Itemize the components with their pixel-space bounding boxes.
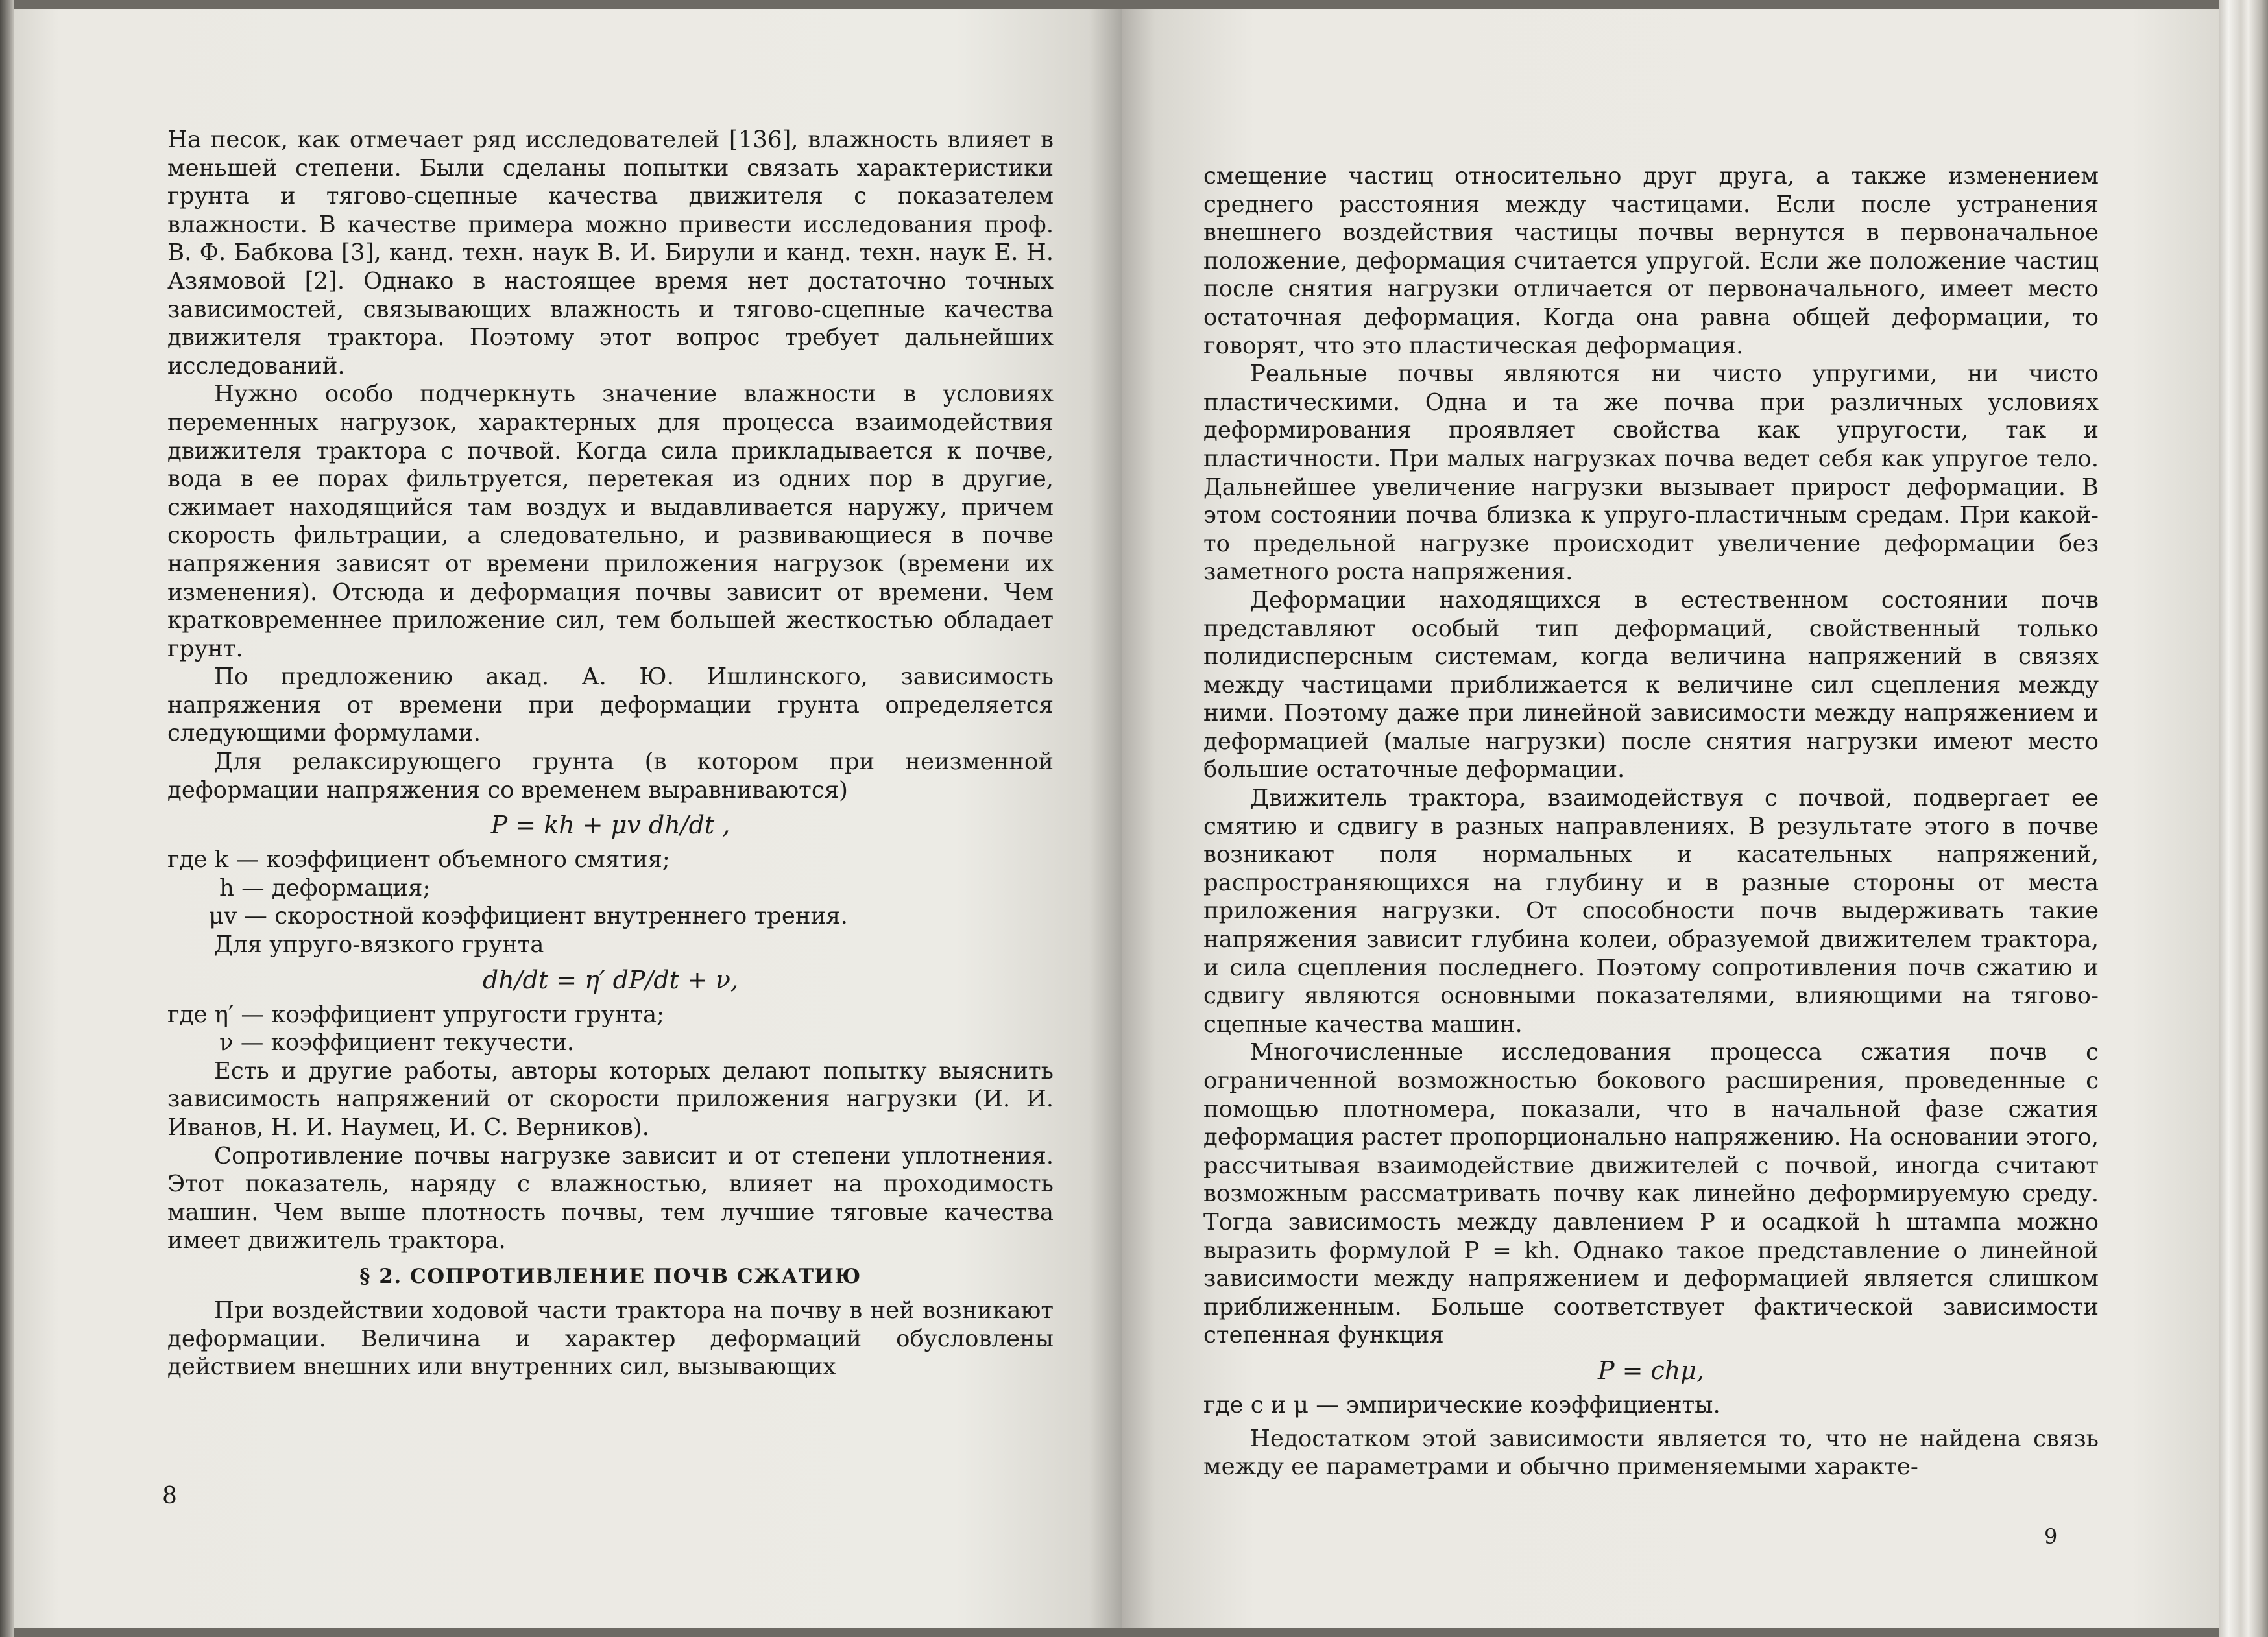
definition-line: μv — скоростной коэффициент внутреннего трения. xyxy=(209,903,848,930)
paragraph: Движитель трактора, взаимодействуя с почвой, подвергает ее смятию и сдвигу в разных направлениях. В результате этого в почве возникают поля нормальных и касательных напряжений, распространяющихся на глубину и в разные стороны от места приложения нагрузки. От способности почв выдерживать такие напряжения зависит глубина колеи, образуемой движителем трактора, и сила сцепления последнего. Поэтому сопротивления почв сжатию и сдвигу являются основными показателями, влияющими на тягово-сцепные качества машин. xyxy=(1203,785,2099,1038)
definition-line: где c и μ — эмпирические коэффициенты. xyxy=(1203,1391,1720,1418)
definition-line: где η′ — коэффициент упругости грунта; xyxy=(167,1001,665,1028)
paragraph: Сопротивление почвы нагрузке зависит и от степени уплотнения. Этот показатель, наряду с влажностью, влияет на проходимость машин. Чем выше плотность почвы, тем лучшие тяговые качества имеет движитель трактора. xyxy=(167,1142,1054,1254)
page-number: 9 xyxy=(2044,1524,2058,1549)
paragraph: При воздействии ходовой части трактора на почву в ней возникают деформации. Величина и характер деформаций обусловлены действием внешних или внутренних сил, вызывающих xyxy=(167,1296,1054,1381)
left-page xyxy=(14,9,1123,1628)
left-page-text-column xyxy=(167,126,1054,1381)
definition-line: где k — коэффициент объемного смятия; xyxy=(167,846,670,874)
section-heading: § 2. СОПРОТИВЛЕНИЕ ПОЧВ СЖАТИЮ xyxy=(359,1264,862,1288)
paragraph: Деформации находящихся в естественном состоянии почв представляют особый тип деформаций, свойственный только полидисперсным системам, когда величина напряжений в связях между частицами приближается к величине сил сцепления между ними. Поэтому даже при линейной зависимости между напряжением и деформацией (малые нагрузки) после снятия нагрузки имеют место большие остаточные деформации. xyxy=(1203,586,2099,783)
paragraph: Многочисленные исследования процесса сжатия почв с ограниченной возможностью бокового расширения, проведенные с помощью плотномера, показали, что в начальной фазе сжатия деформация растет пропорционально напряжению. На основании этого, рассчитывая взаимодействие движителей с почвой, иногда считают возможным рассматривать почву как линейно деформируемую среду. Тогда зависимость между давлением P и осадкой h штампа можно выразить формулой P = kh. Однако такое представление о линейной зависимости между напряжением и деформацией является слишком приближенным. Больше соответствует фактической зависимости степенная функция xyxy=(1203,1039,2099,1349)
right-page xyxy=(1122,9,2219,1628)
paragraph: Для упруго-вязкого грунта xyxy=(214,931,544,959)
paragraph: На песок, как отмечает ряд исследователей [136], влажность влияет в меньшей степени. Были сделаны попытки связать характеристики грунта и тягово-сцепные качества движителя с показателем влажности. В качестве примера можно привести исследования проф. В. Ф. Бабкова [3], канд. техн. наук В. И. Бирули и канд. техн. наук Е. Н. Азямовой [2]. Однако в настоящее время нет достаточно точных зависимостей, связывающих влажность и тягово-сцепные качества движителя трактора. Поэтому этот вопрос требует дальнейших исследований. xyxy=(167,126,1054,379)
paragraph: смещение частиц относительно друг друга, а также изменением среднего расстояния между частицами. Если после устранения внешнего воздействия частицы почвы вернутся в первоначальное положение, деформация считается упругой. Если же положение частиц после снятия нагрузки отличается от первоначального, имеет место остаточная деформация. Когда она равна общей деформации, то говорят, что это пластическая деформация. xyxy=(1203,163,2099,359)
formula-viscoelastic-soil: dh/dt = η′ dP/dt + ν, xyxy=(482,965,739,994)
paragraph: Нужно особо подчеркнуть значение влажности в условиях переменных нагрузок, характерных для процесса взаимодействия движителя трактора с почвой. Когда сила прикладывается к почве, вода в ее порах фильтруется, перетекая из одних пор в другие, сжимает находящийся там воздух и выдавливается наружу, причем скорость фильтрации, а следовательно, и развивающиеся в почве напряжения зависят от времени приложения нагрузок (времени их изменения). Отсюда и деформация почвы зависит от времени. Чем кратковременнее приложение сил, тем большей жесткостью обладает грунт. xyxy=(167,381,1054,662)
page-edge-stack xyxy=(2219,0,2268,1637)
definition-line: ν — коэффициент текучести. xyxy=(219,1029,575,1057)
right-page-text-column xyxy=(1203,162,2099,1481)
formula-definitions xyxy=(167,1001,1054,1057)
formula-relaxing-soil: P = kh + μv dh/dt , xyxy=(490,811,730,840)
paragraph: Недостатком этой зависимости является то, что не найдена связь между ее параметрами и обычно применяемыми характе- xyxy=(1203,1425,2099,1481)
definition-line: h — деформация; xyxy=(219,874,431,902)
paragraph: Есть и другие работы, авторы которых делают попытку выяснить зависимость напряжений от скорости приложения нагрузки (И. И. Иванов, Н. И. Наумец, И. С. Верников). xyxy=(167,1057,1054,1141)
formula-power-function: P = chμ, xyxy=(1597,1356,1705,1385)
paragraph: Для релаксирующего грунта (в котором при неизменной деформации напряжения со временем выравниваются) xyxy=(167,748,1054,804)
book-spine-shadow xyxy=(0,0,14,1637)
page-number: 8 xyxy=(162,1483,177,1509)
paragraph: По предложению акад. А. Ю. Ишлинского, зависимость напряжения от времени при деформации грунта определяется следующими формулами. xyxy=(167,663,1054,747)
formula-definitions xyxy=(167,846,1054,931)
paragraph: Реальные почвы являются ни чисто упругими, ни чисто пластическими. Одна и та же почва при различных условиях деформирования проявляет свойства как упругости, так и пластичности. При малых нагрузках почва ведет себя как упругое тело. Дальнейшее увеличение нагрузки вызывает прирост деформации. В этом состоянии почва близка к упруго-пластичным средам. При какой-то предельной нагрузке происходит увеличение деформации без заметного роста напряжения. xyxy=(1203,361,2099,586)
formula-definitions xyxy=(1203,1391,2099,1420)
